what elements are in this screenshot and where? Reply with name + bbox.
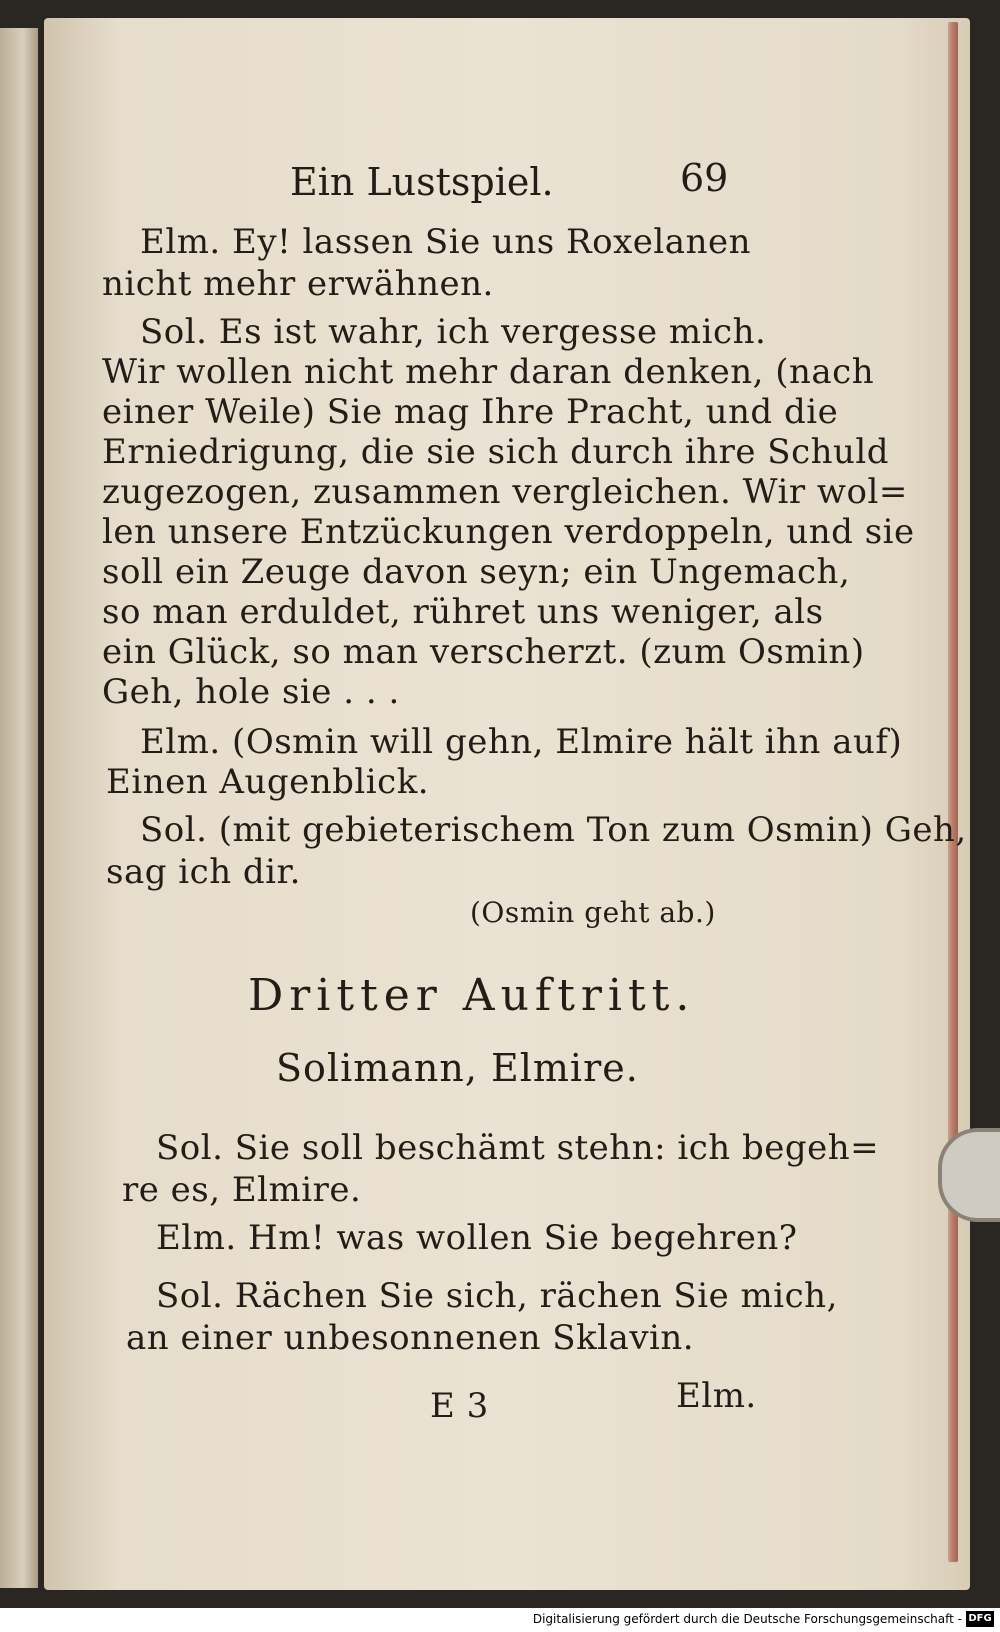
text-line: so man erduldet, rühret uns weniger, als [102,592,824,632]
text-line: re es, Elmire. [122,1170,362,1210]
running-title: Ein Lustspiel. [290,160,554,204]
text-line: Elm. Ey! lassen Sie uns Roxelanen [140,222,751,262]
scene-characters: Solimann, Elmire. [276,1046,639,1090]
text-line: Sol. Es ist wahr, ich vergesse mich. [140,312,767,352]
scene-title: Dritter Auftritt. [248,970,696,1021]
text-line: len unsere Entzückungen verdoppeln, und sie [102,512,915,552]
dfg-logo: DFG [966,1611,994,1627]
catchword: Elm. [676,1376,757,1416]
text-line: nicht mehr erwähnen. [102,264,494,304]
facing-page-edge [0,28,38,1588]
page-number: 69 [680,156,729,200]
text-line: Erniedrigung, die sie sich durch ihre Schuld [102,432,890,472]
text-line: Elm. (Osmin will gehn, Elmire hält ihn auf) [140,722,903,762]
signature-mark: E 3 [430,1386,489,1426]
text-line: Einen Augenblick. [106,762,430,802]
banner-text: Digitalisierung gefördert durch die Deutsche Forschungsgemeinschaft - [532,1612,962,1626]
text-line: Wir wollen nicht mehr daran denken, (nach [102,352,875,392]
text-line: Sol. Sie soll beschämt stehn: ich begeh= [156,1128,880,1168]
text-line: soll ein Zeuge davon seyn; ein Ungemach, [102,552,851,592]
text-line: Sol. Rächen Sie sich, rächen Sie mich, [156,1276,838,1316]
text-line: einer Weile) Sie mag Ihre Pracht, und die [102,392,839,432]
text-line: an einer unbesonnenen Sklavin. [126,1318,695,1358]
red-page-edge [948,22,958,1562]
text-line: zugezogen, zusammen vergleichen. Wir wol= [102,472,908,512]
text-line: Sol. (mit gebieterischem Ton zum Osmin) Geh, [140,810,967,850]
stage-direction: (Osmin geht ab.) [470,896,716,929]
text-line: Geh, hole sie . . . [102,672,400,712]
text-line: sag ich dir. [106,852,301,892]
text-line: ein Glück, so man verscherzt. (zum Osmin) [102,632,865,672]
page-clip [938,1128,1000,1222]
text-line: Elm. Hm! was wollen Sie begehren? [156,1218,798,1258]
digitization-banner [0,1608,1000,1632]
